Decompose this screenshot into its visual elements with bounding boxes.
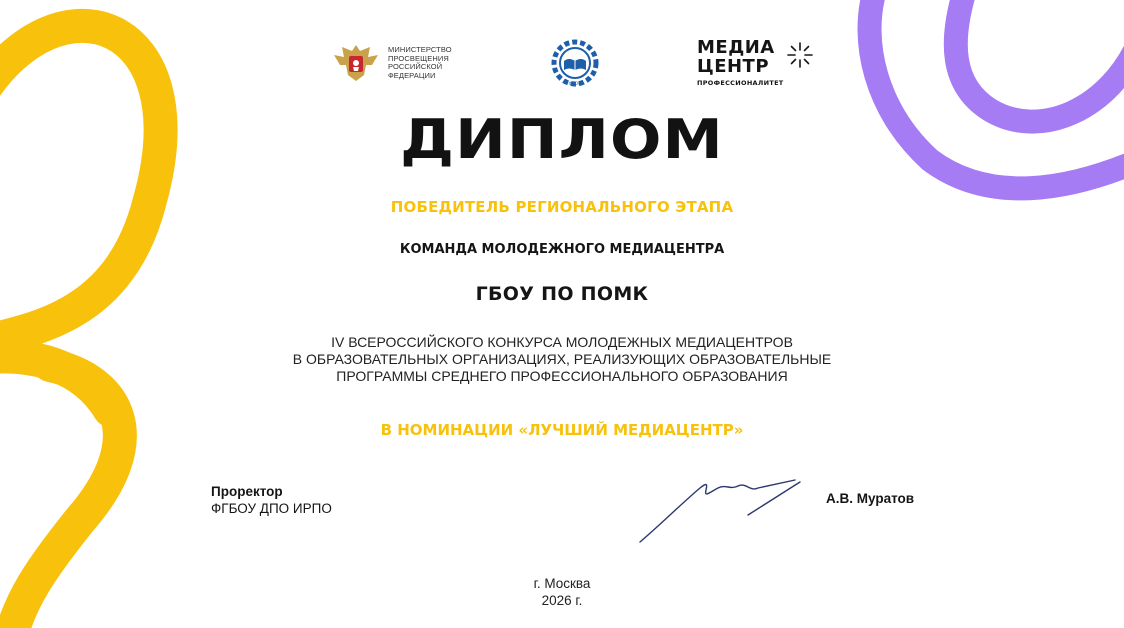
signer-name: А.В. Муратов xyxy=(826,491,915,506)
organization-name: ГБОУ ПО ПОМК xyxy=(475,283,649,305)
team-label: КОМАНДА МОЛОДЕЖНОГО МЕДИАЦЕНТРА xyxy=(399,242,725,257)
logo-row xyxy=(0,38,1124,98)
ministry-name: МИНИСТЕРСТВО ПРОСВЕЩЕНИЯ РОССИЙСКОЙ ФЕДЕРАЦИИ xyxy=(388,45,452,80)
diploma-title: ДИПЛОМ xyxy=(400,108,724,171)
city: г. Москва xyxy=(533,576,591,591)
place-and-year xyxy=(0,575,1124,609)
handwritten-signature xyxy=(630,470,810,550)
ministry-logo xyxy=(330,41,452,85)
mediacenter-logo xyxy=(697,38,784,87)
gear-book-logo xyxy=(549,39,601,94)
nomination-label: В НОМИНАЦИИ «ЛУЧШИЙ МЕДИАЦЕНТР» xyxy=(380,421,744,439)
gear-book-icon xyxy=(549,39,601,89)
winner-subtitle: ПОБЕДИТЕЛЬ РЕГИОНАЛЬНОГО ЭТАПА xyxy=(390,198,734,216)
mediacenter-logo-line2: ЦЕНТР xyxy=(697,56,770,77)
contest-description: IV ВСЕРОССИЙСКОГО КОНКУРСА МОЛОДЕЖНЫХ МЕДИАЦЕНТРОВ В ОБРАЗОВАТЕЛЬНЫХ ОРГАНИЗАЦИЯХ, РЕАЛИЗУЮЩИХ ОБРАЗОВАТЕЛЬНЫЕ ПРОГРАММЫ СРЕДНЕГО ПРОФЕССИОНАЛЬНОГО ОБРАЗОВАНИЯ xyxy=(292,334,832,384)
year: 2026 г. xyxy=(541,593,583,608)
svg-text:ФБОО: ФБОО xyxy=(568,81,582,86)
signer-block xyxy=(211,483,332,517)
mediacenter-logo-line3: ПРОФЕССИОНАЛИТЕТ xyxy=(697,79,784,87)
sparkle-icon xyxy=(785,40,815,70)
mediacenter-logo-line1: МЕДИА xyxy=(697,37,775,58)
eagle-emblem-icon xyxy=(330,41,382,85)
signer-organization: ФГБОУ ДПО ИРПО xyxy=(211,501,332,516)
signer-role: Проректор xyxy=(211,484,283,499)
